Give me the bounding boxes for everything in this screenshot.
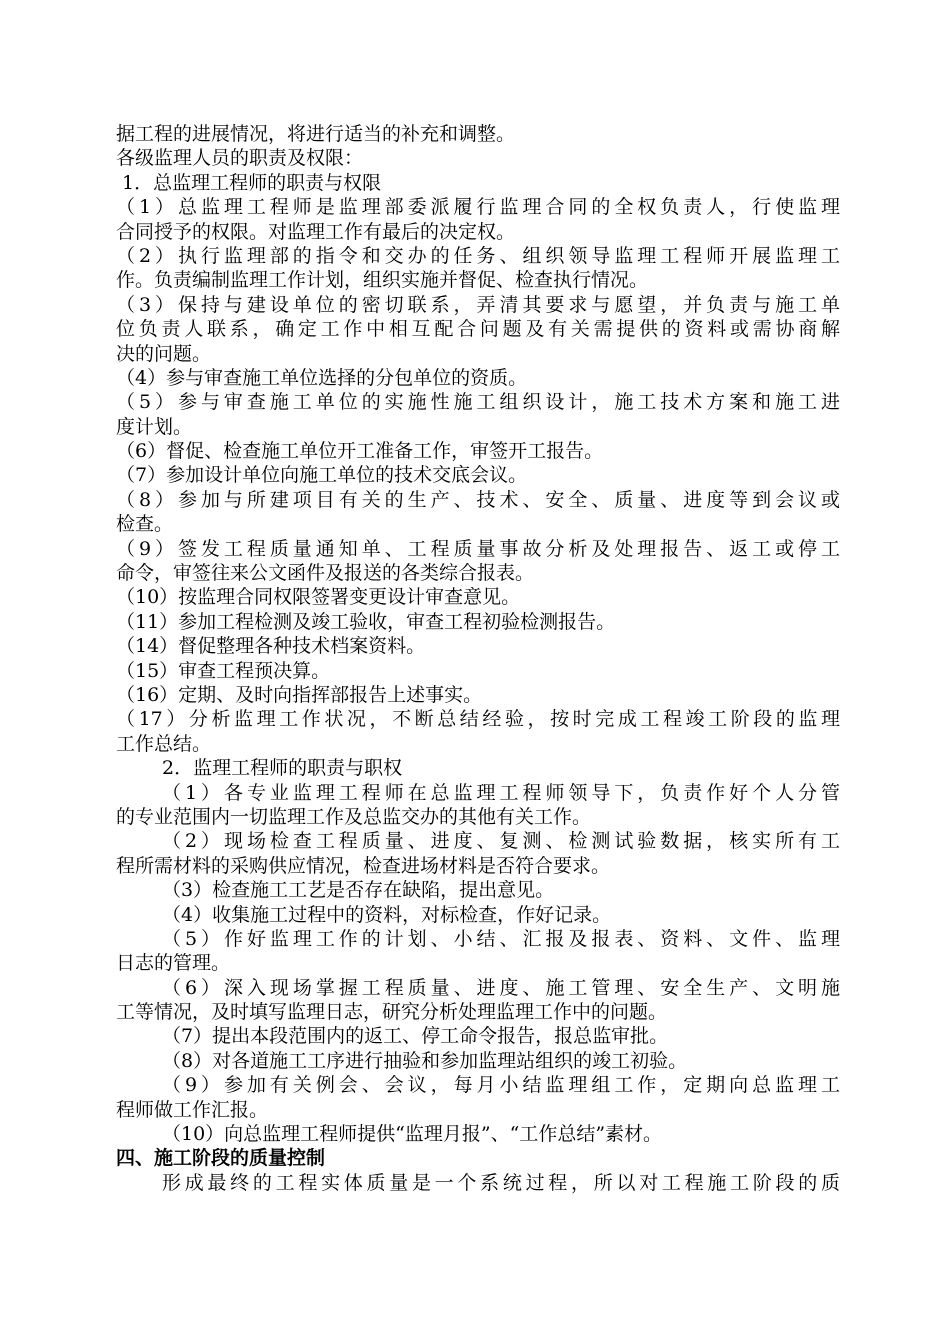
paragraph-line: （14）督促整理各种技术档案资料。 xyxy=(116,635,426,658)
chapter-heading-quality-control: 四、施工阶段的质量控制 xyxy=(116,1147,326,1170)
document-body xyxy=(116,122,840,1195)
paragraph-line: （9）参加有关例会、会议，每月小结监理组工作，定期向总监理工 xyxy=(162,1074,840,1097)
paragraph-line: （6）深入现场掌握工程质量、进度、施工管理、安全生产、文明施 xyxy=(162,976,840,999)
paragraph-line: （10）向总监理工程师提供“监理月报”、“工作总结”素材。 xyxy=(162,1123,663,1146)
paragraph-line: 命令，审签往来公文函件及报送的各类综合报表。 xyxy=(116,562,535,585)
paragraph-line: 作。负责编制监理工作计划，组织实施并督促、检查执行情况。 xyxy=(116,269,649,292)
paragraph-line: 程所需材料的采购供应情况，检查进场材料是否符合要求。 xyxy=(116,854,611,877)
paragraph-line: 决的问题。 xyxy=(116,342,212,365)
paragraph-line: （5）作好监理工作的计划、小结、汇报及报表、资料、文件、监理 xyxy=(162,927,840,950)
paragraph-line: 据工程的进展情况，将进行适当的补充和调整。 xyxy=(116,123,516,145)
paragraph-line: 工等情况，及时填写监理日志，研究分析处理监理工作中的问题。 xyxy=(116,1001,668,1024)
paragraph-line: 的专业范围内一切监理工作及总监交办的其他有关工作。 xyxy=(116,805,592,828)
paragraph-line: 合同授予的权限。对监理工作有最后的决定权。 xyxy=(116,220,516,243)
paragraph-line: （4）收集施工过程中的资料，对标检查，作好记录。 xyxy=(162,903,612,926)
paragraph-line: 检查。 xyxy=(116,513,174,536)
paragraph-line: 度计划。 xyxy=(116,415,193,438)
paragraph-line: （9）签发工程质量通知单、工程质量事故分析及处理报告、返工或停工 xyxy=(116,537,840,560)
paragraph-line: （8）对各道施工工序进行抽验和参加监理站组织的竣工初验。 xyxy=(162,1049,688,1072)
paragraph-line: （11）参加工程检测及竣工验收，审查工程初验检测报告。 xyxy=(116,610,616,633)
paragraph-line: （6）督促、检查施工单位开工准备工作，审签开工报告。 xyxy=(116,440,604,463)
paragraph-line: （3）检查施工工艺是否存在缺陷，提出意见。 xyxy=(162,879,555,902)
paragraph-line: （2）执行监理部的指令和交办的任务、组织领导监理工程师开展监理工 xyxy=(116,244,840,267)
paragraph-line: （1）总监理工程师是监理部委派履行监理合同的全权负责人，行使监理 xyxy=(116,196,840,219)
paragraph-line: （5）参与审查施工单位的实施性施工组织设计，施工技术方案和施工进 xyxy=(116,391,840,414)
section-heading-supervising-engineer: 2．监理工程师的职责与职权 xyxy=(162,757,403,780)
paragraph-line: （4）参与审查施工单位选择的分包单位的资质。 xyxy=(116,366,528,389)
paragraph-line: 位负责人联系，确定工作中相互配合问题及有关需提供的资料或需协商解 xyxy=(116,318,840,341)
paragraph-line: （8）参加与所建项目有关的生产、技术、安全、质量、进度等到会议或 xyxy=(116,488,840,511)
paragraph-line: （15）审查工程预决算。 xyxy=(116,659,331,682)
paragraph-line: （16）定期、及时向指挥部报告上述事实。 xyxy=(116,683,483,706)
paragraph-line: 工作总结。 xyxy=(116,732,212,755)
paragraph-line: （1）各专业监理工程师在总监理工程师领导下，负责作好个人分管 xyxy=(162,781,840,804)
paragraph-line: （7）参加设计单位向施工单位的技术交底会议。 xyxy=(116,464,528,487)
paragraph-line: 日志的管理。 xyxy=(116,952,231,975)
paragraph-line: （3）保持与建设单位的密切联系，弄清其要求与愿望，并负责与施工单 xyxy=(116,293,840,316)
paragraph-line: （2）现场检查工程质量、进度、复测、检测试验数据，核实所有工 xyxy=(162,830,840,853)
section-heading-chief-engineer: 1．总监理工程师的职责与权限 xyxy=(122,171,382,194)
paragraph-line: 各级监理人员的职责及权限： xyxy=(116,147,364,170)
paragraph-line: 形成最终的工程实体质量是一个系统过程，所以对工程施工阶段的质 xyxy=(162,1171,840,1194)
paragraph-line: （17）分析监理工作状况，不断总结经验，按时完成工程竣工阶段的监理 xyxy=(116,708,840,731)
paragraph-line: 程师做工作汇报。 xyxy=(116,1098,269,1121)
paragraph-line: （10）按监理合同权限签署变更设计审查意见。 xyxy=(116,586,521,609)
paragraph-line: （7）提出本段范围内的返工、停工命令报告，报总监审批。 xyxy=(162,1025,669,1048)
